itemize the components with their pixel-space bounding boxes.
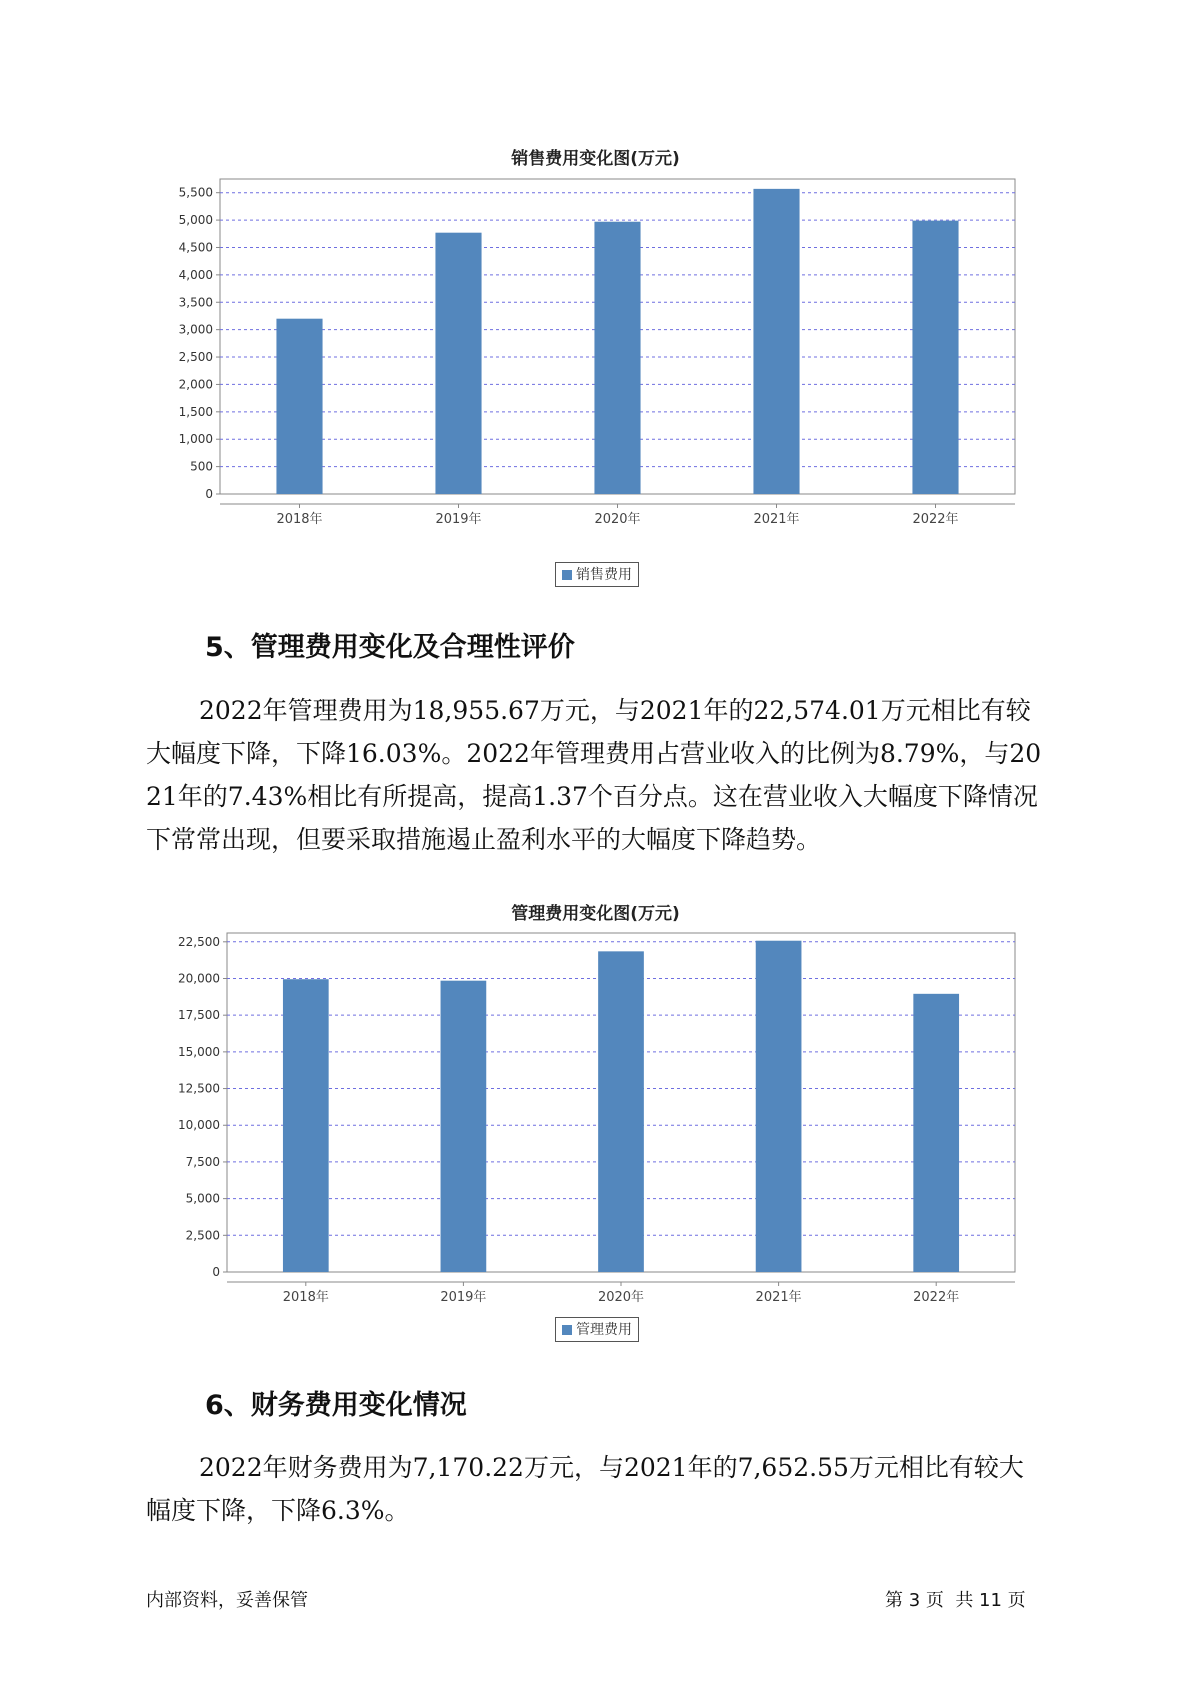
y-tick-label: 0 xyxy=(212,1265,220,1279)
y-tick-label: 0 xyxy=(205,487,213,501)
bar xyxy=(913,994,959,1272)
y-tick-label: 2,000 xyxy=(178,377,213,392)
chart2-admin-expense xyxy=(0,931,1191,1305)
section6-paragraph: 2022年财务费用为7,170.22万元，与2021年的7,652.55万元相比有较大幅度下降，下降6.3%。 xyxy=(146,1453,1024,1525)
bar xyxy=(594,222,640,494)
legend-swatch xyxy=(562,1325,572,1335)
chart1-sales-expense xyxy=(0,176,1191,528)
section5-paragraph: 2022年管理费用为18,955.67万元，与2021年的22,574.01万元相比有较大幅度下降，下降16.03%。2022年管理费用占营业收入的比例为8.79%，与2021年的7.43%相比有所提高，提高1.37个百分点。这在营业收入大幅度下降情况下常常出现，但要采取措施遏止盈利水平的大幅度下降趋势。 xyxy=(146,696,1042,854)
bar xyxy=(283,979,329,1272)
x-tick-label: 2022年 xyxy=(913,1290,960,1305)
x-tick-label: 2020年 xyxy=(594,512,641,527)
chart2-legend xyxy=(555,1317,639,1342)
section6-heading: 6、财务费用变化情况 xyxy=(205,1390,467,1421)
footer-page-number: 第 3 页 共 11 页 xyxy=(885,1590,1026,1611)
section5-heading: 5、管理费用变化及合理性评价 xyxy=(205,632,575,663)
y-tick-label: 5,000 xyxy=(185,1191,220,1206)
bar xyxy=(435,233,481,494)
x-tick-label: 2020年 xyxy=(597,1290,645,1305)
x-tick-label: 2021年 xyxy=(753,512,800,527)
x-tick-label: 2022年 xyxy=(912,512,959,527)
y-tick-label: 4,500 xyxy=(178,240,213,255)
chart2-title: 管理费用变化图(万元) xyxy=(511,904,680,924)
x-tick-label: 2018年 xyxy=(276,512,323,527)
y-tick-label: 5,500 xyxy=(178,185,213,200)
y-tick-label: 7,500 xyxy=(185,1154,220,1169)
bar xyxy=(753,189,799,494)
y-tick-label: 12,500 xyxy=(178,1081,220,1096)
y-tick-label: 15,000 xyxy=(178,1044,220,1059)
y-tick-label: 22,500 xyxy=(178,934,220,949)
y-tick-label: 5,000 xyxy=(178,213,213,228)
y-tick-label: 1,500 xyxy=(178,404,213,419)
y-tick-label: 20,000 xyxy=(178,971,220,986)
chart1-legend xyxy=(555,562,639,587)
bar xyxy=(441,981,487,1272)
chart1-title: 销售费用变化图(万元) xyxy=(511,149,680,169)
bar xyxy=(276,319,322,494)
y-tick-label: 1,000 xyxy=(178,432,213,447)
y-tick-label: 500 xyxy=(190,459,213,474)
y-tick-label: 2,500 xyxy=(185,1228,220,1243)
x-tick-label: 2018年 xyxy=(282,1290,329,1305)
x-tick-label: 2019年 xyxy=(435,512,482,527)
y-tick-label: 17,500 xyxy=(178,1008,220,1023)
y-tick-label: 4,000 xyxy=(178,267,213,282)
bar xyxy=(912,221,958,494)
bar xyxy=(598,951,644,1272)
footer-confidential-note: 内部资料，妥善保管 xyxy=(146,1590,308,1611)
y-tick-label: 2,500 xyxy=(178,350,213,365)
chart2-legend-label: 管理费用 xyxy=(576,1322,632,1338)
y-tick-label: 10,000 xyxy=(178,1118,220,1133)
legend-swatch xyxy=(562,570,572,580)
bar xyxy=(756,941,802,1272)
chart1-legend-label: 销售费用 xyxy=(576,567,632,583)
y-tick-label: 3,500 xyxy=(178,295,213,310)
y-tick-label: 3,000 xyxy=(178,322,213,337)
x-tick-label: 2019年 xyxy=(440,1290,487,1305)
x-tick-label: 2021年 xyxy=(755,1290,802,1305)
